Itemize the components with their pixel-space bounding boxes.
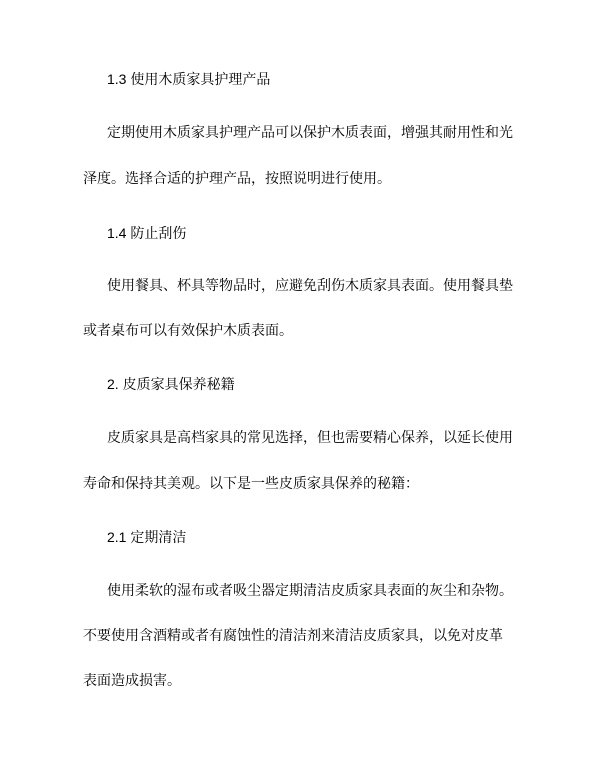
section-heading-1-4: 1.4 防止刮伤 xyxy=(107,225,187,241)
paragraph-line: 寿命和保持其美观。以下是一些皮质家具保养的秘籍： xyxy=(83,476,419,492)
section-heading-2: 2. 皮质家具保养秘籍 xyxy=(107,376,235,392)
paragraph-line: 表面造成损害。 xyxy=(83,673,181,689)
paragraph-line: 定期使用木质家具护理产品可以保护木质表面，增强其耐用性和光 xyxy=(107,125,513,141)
section-heading-1-3: 1.3 使用木质家具护理产品 xyxy=(107,71,271,87)
paragraph-line: 不要使用含酒精或者有腐蚀性的清洁剂来清洁皮质家具，以免对皮革 xyxy=(83,628,503,644)
paragraph-line: 使用柔软的湿布或者吸尘器定期清洁皮质家具表面的灰尘和杂物。 xyxy=(107,583,513,599)
paragraph-line: 皮质家具是高档家具的常见选择，但也需要精心保养，以延长使用 xyxy=(107,430,513,446)
section-heading-2-1: 2.1 定期清洁 xyxy=(107,529,187,545)
paragraph-line: 或者桌布可以有效保护木质表面。 xyxy=(83,323,293,339)
paragraph-line: 使用餐具、杯具等物品时，应避免刮伤木质家具表面。使用餐具垫 xyxy=(107,278,513,294)
paragraph-line: 泽度。选择合适的护理产品，按照说明进行使用。 xyxy=(83,171,391,187)
